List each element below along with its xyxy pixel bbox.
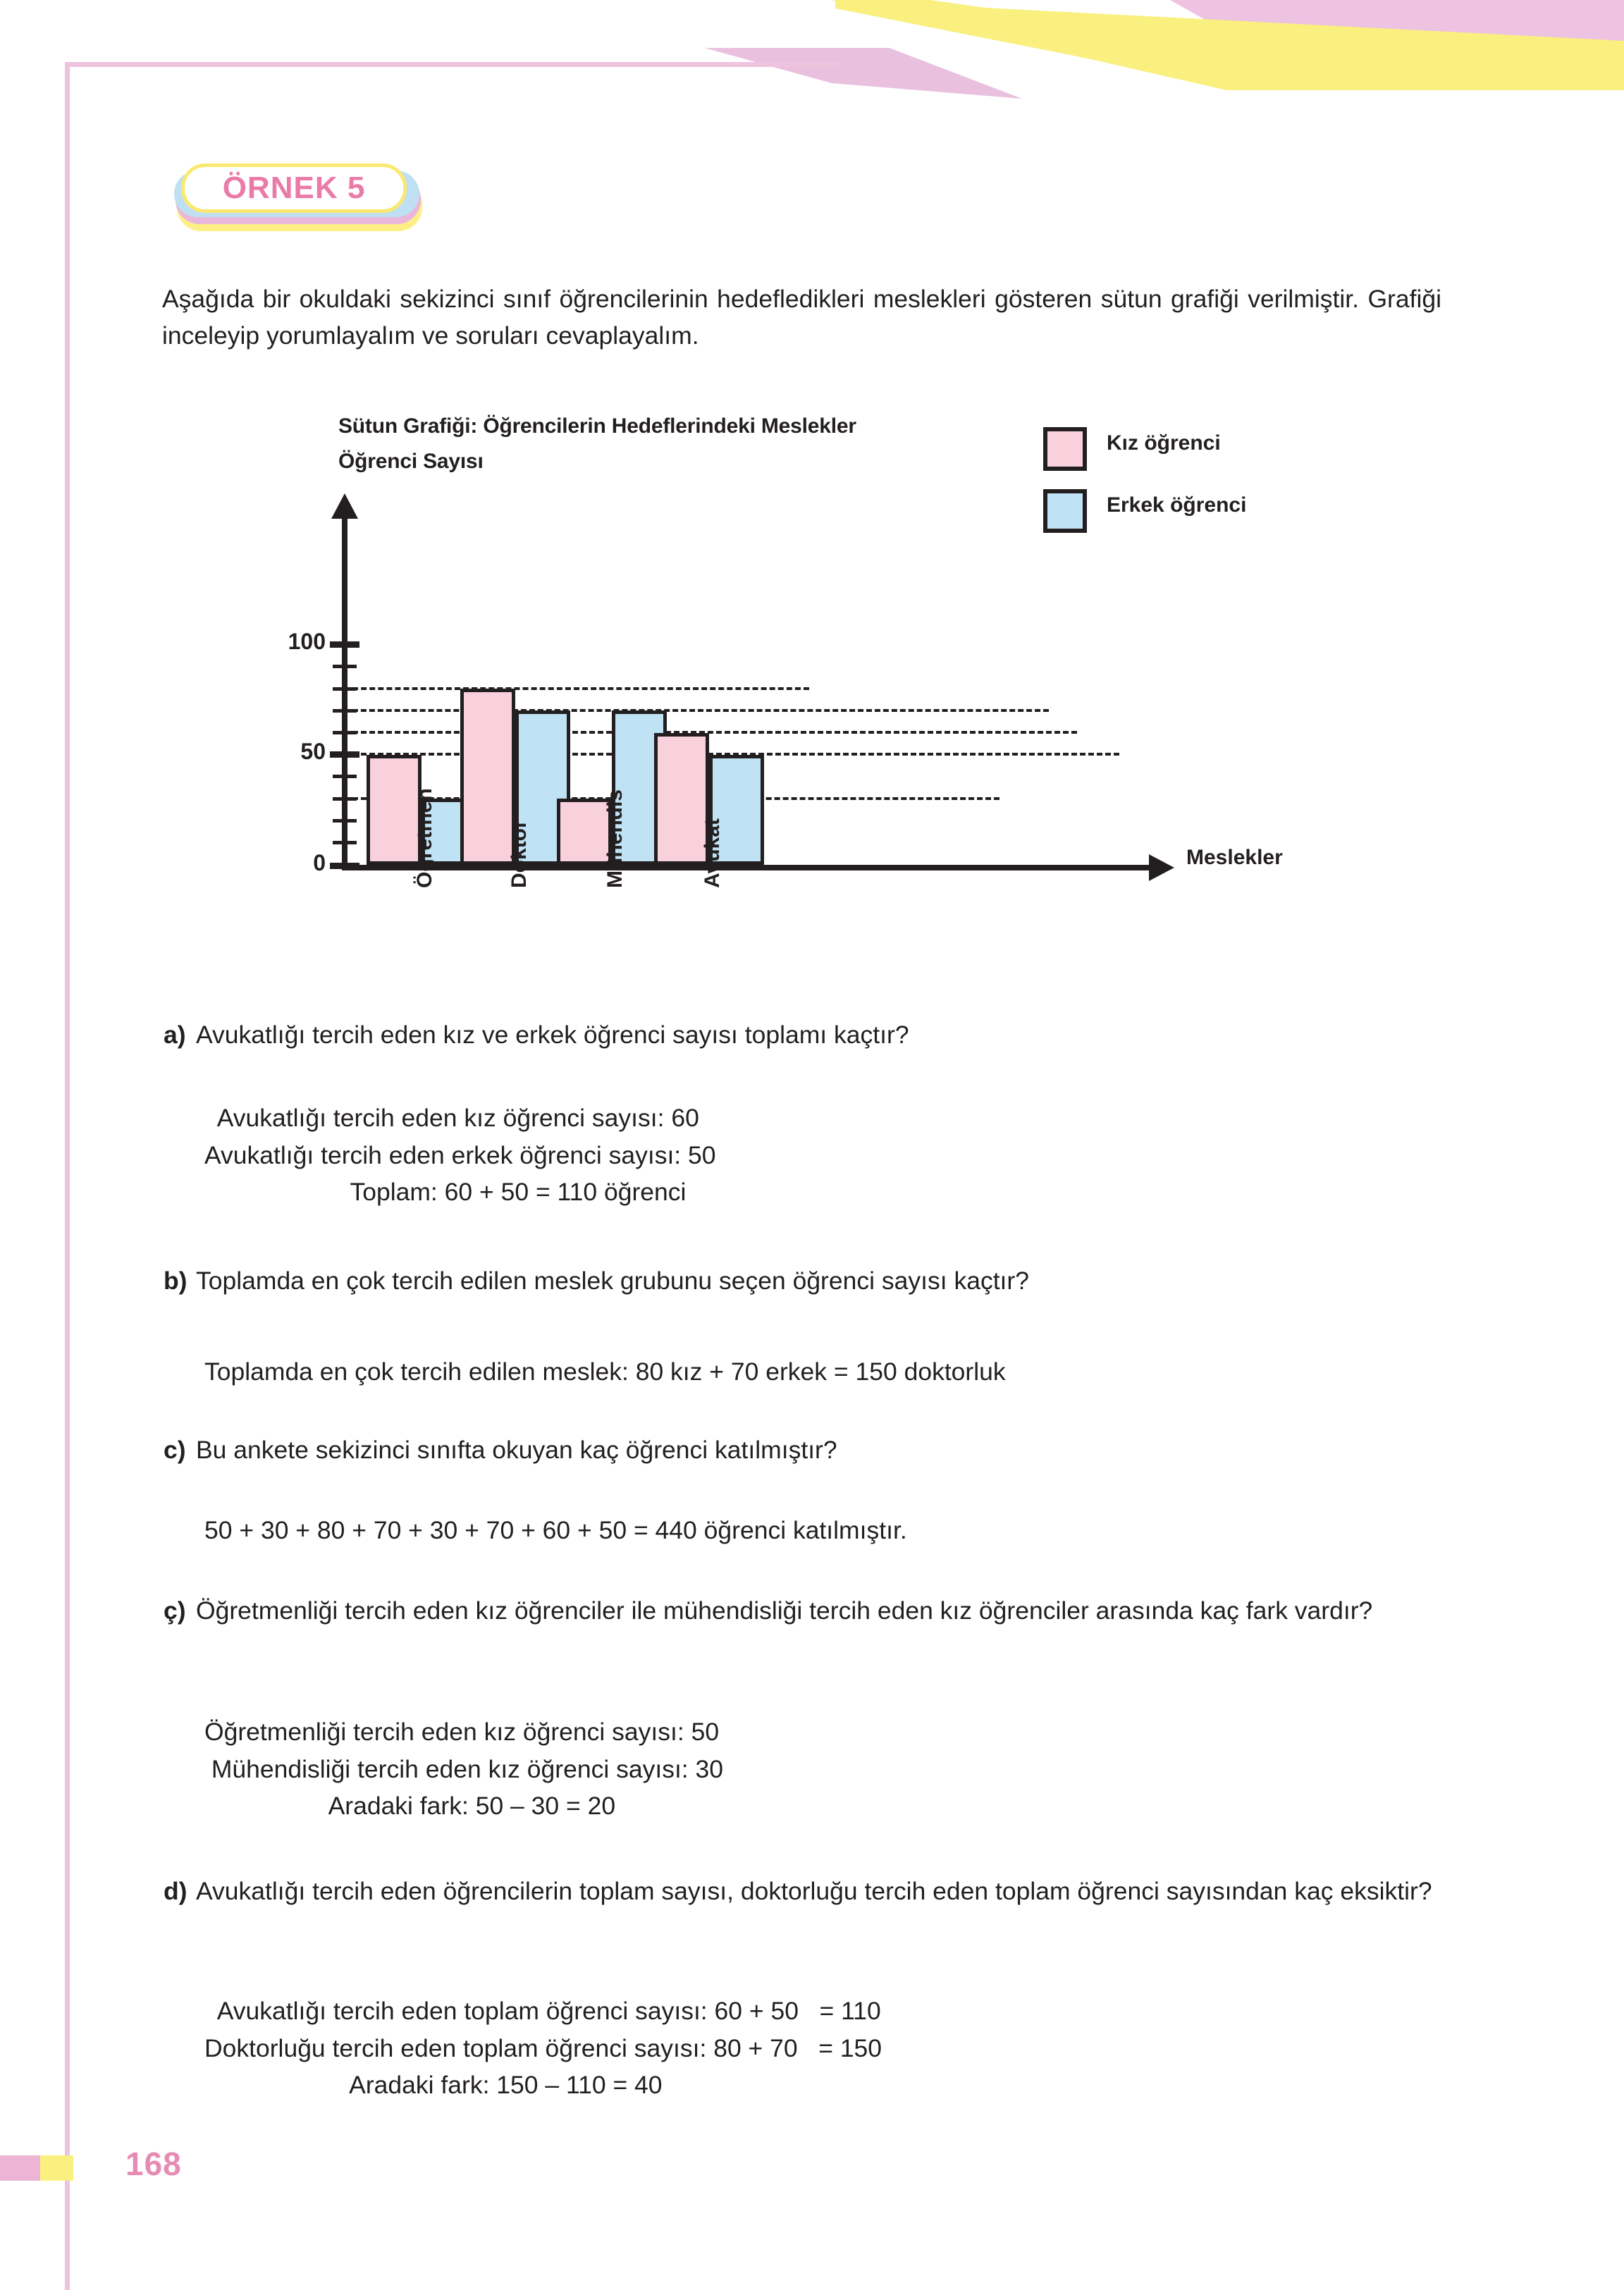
y-axis-arrow-icon — [331, 493, 358, 519]
footer-band-yellow — [40, 2155, 73, 2181]
y-tick-label-50: 50 — [300, 739, 326, 764]
answer-block-c-cedilla — [204, 1713, 1445, 1825]
question-block-c — [164, 1432, 1439, 1468]
x-category-label-muhendis: Mühendis — [603, 789, 627, 888]
question-d-marker: d) — [164, 1877, 187, 1905]
page-top-decoration — [0, 0, 1624, 141]
answer-a-line-2: Avukatlığı tercih eden erkek öğrenci sayısı: 50 — [204, 1140, 716, 1169]
chart-plot-area — [288, 395, 1297, 959]
chart-y-axis-title: Öğrenci Sayısı — [338, 450, 484, 473]
question-c — [164, 1432, 1439, 1468]
question-d-text: Avukatlığı tercih eden öğrencilerin toplam sayısı, doktorluğu tercih eden toplam öğrenci sayısından kaç eksiktir? — [196, 1877, 1432, 1905]
question-a — [164, 1017, 1439, 1053]
y-tick-10 — [333, 841, 357, 844]
x-category-label-doktor: Doktor — [508, 820, 531, 888]
y-tick-label-100: 100 — [288, 629, 326, 654]
gridline-80 — [344, 687, 809, 690]
answer-block-c — [204, 1512, 1445, 1549]
answer-d-line-1: Avukatlığı tercih eden toplam öğrenci sayısı: 60 + 50 = 110 — [204, 1997, 881, 2025]
question-block-d — [164, 1873, 1439, 1909]
answer-a-line-1: Avukatlığı tercih eden kız öğrenci sayısı: 60 — [204, 1104, 699, 1132]
example-badge-label: ÖRNEK 5 — [222, 171, 366, 205]
question-c-cedilla-text: Öğretmenliği tercih eden kız öğrenciler ile mühendisliği tercih eden kız öğrenciler arasında kaç fark vardır? — [196, 1596, 1373, 1625]
y-tick-0 — [330, 863, 359, 869]
answer-block-b — [204, 1353, 1445, 1391]
page-number: 168 — [125, 2146, 182, 2182]
gridline-70 — [344, 709, 1049, 712]
x-axis-arrow-icon — [1149, 854, 1174, 881]
intro-paragraph: Aşağıda bir okuldaki sekizinci sınıf öğrencilerinin hedefledikleri meslekleri gösteren sütun grafiği verilmiştir. Grafiği inceleyip yorumlayalım ve soruları cevaplayalım. — [162, 285, 1441, 350]
bar-chart — [288, 395, 1297, 959]
y-tick-40 — [333, 775, 357, 778]
footer-band-pink — [0, 2155, 40, 2181]
question-block-b — [164, 1263, 1439, 1299]
answer-c-cedilla-line-3: Aradaki fark: 50 – 30 = 20 — [204, 1792, 616, 1821]
y-tick-90 — [333, 665, 357, 668]
question-d — [164, 1873, 1439, 1909]
x-category-label-avukat: Avukat — [701, 818, 724, 888]
chart-title: Sütun Grafiği: Öğrencilerin Hedeflerindeki Meslekler — [338, 414, 856, 438]
page-left-rule — [65, 62, 70, 2290]
question-c-cedilla — [164, 1593, 1439, 1629]
answer-d-line-3: Aradaki fark: 150 – 110 = 40 — [204, 2071, 663, 2100]
x-category-label-ogretmen: Öğretmen — [413, 788, 436, 888]
legend-label-kiz: Kız öğrenci — [1107, 431, 1221, 455]
question-b-marker: b) — [164, 1267, 187, 1295]
answer-block-a — [204, 1100, 1445, 1211]
question-b — [164, 1263, 1439, 1299]
question-c-marker: c) — [164, 1436, 186, 1464]
answer-d-line-2: Doktorluğu tercih eden toplam öğrenci sayısı: 80 + 70 = 150 — [204, 2033, 882, 2062]
answer-c-cedilla-line-2: Mühendisliği tercih eden kız öğrenci sayısı: 30 — [204, 1754, 724, 1783]
question-a-text: Avukatlığı tercih eden kız ve erkek öğrenci sayısı toplamı kaçtır? — [196, 1021, 909, 1049]
legend-swatch-erkek — [1043, 489, 1087, 533]
page-top-rule — [65, 62, 840, 67]
y-tick-100 — [330, 641, 359, 648]
x-axis-line — [342, 865, 1152, 870]
question-a-marker: a) — [164, 1021, 186, 1049]
question-block-c-cedilla — [164, 1593, 1439, 1629]
chart-x-axis-title: Meslekler — [1186, 846, 1283, 869]
answer-c-cedilla-line-1: Öğretmenliği tercih eden kız öğrenci sayısı: 50 — [204, 1718, 720, 1746]
question-b-text: Toplamda en çok tercih edilen meslek grubunu seçen öğrenci sayısı kaçtır? — [196, 1267, 1029, 1295]
y-axis-line — [342, 515, 347, 870]
answer-c-line-1: 50 + 30 + 80 + 70 + 30 + 70 + 60 + 50 = 440 öğrenci katılmıştır. — [204, 1516, 907, 1544]
y-tick-20 — [333, 819, 357, 823]
question-c-text: Bu ankete sekizinci sınıfta okuyan kaç öğrenci katılmıştır? — [196, 1436, 837, 1464]
legend-label-erkek: Erkek öğrenci — [1107, 493, 1247, 517]
legend-swatch-kiz — [1043, 427, 1087, 471]
gridline-60 — [344, 731, 1077, 734]
answer-block-d — [204, 1993, 1445, 2104]
example-badge — [171, 164, 432, 242]
answer-b-line-1: Toplamda en çok tercih edilen meslek: 80 kız + 70 erkek = 150 doktorluk — [204, 1358, 1006, 1386]
question-c-cedilla-marker: ç) — [164, 1596, 186, 1625]
question-block-a — [164, 1017, 1439, 1053]
answer-a-line-3: Toplam: 60 + 50 = 110 öğrenci — [204, 1178, 687, 1207]
y-tick-label-0: 0 — [313, 850, 326, 875]
